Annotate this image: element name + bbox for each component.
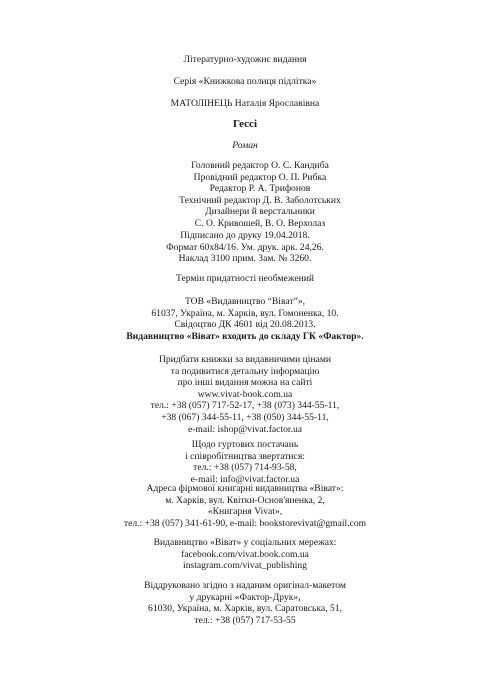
buy-line: про інші видання можна на сайті — [177, 377, 313, 389]
edition-type: Літературно-художнє видання — [183, 54, 307, 65]
editor-line: Технічний редактор Д. В. Заболотських — [179, 194, 341, 206]
editor-line: Редактор Р. А. Трифонов — [209, 183, 311, 195]
bookstore-line: «Книгарня Vivat», — [207, 506, 283, 518]
buy-line: www.vivat-book.com.ua — [197, 388, 293, 400]
editor-line: Дизайнери й верстальники — [205, 206, 315, 218]
buy-line: +38 (067) 344-55-11, +38 (050) 344-55-11, — [161, 411, 329, 423]
book-title: Гессі — [233, 118, 257, 130]
wholesale-line: e-mail: info@vivat.factor.ua — [190, 473, 300, 485]
social-line: facebook.com/vivat.book.com.ua — [181, 548, 309, 560]
editors-block — [160, 160, 360, 230]
series-name: Серія «Книжкова полиця підлітка» — [173, 76, 317, 87]
book-genre: Роман — [232, 140, 258, 151]
printed-line: Віддруковано згідно з наданим оригінал-макетом — [144, 580, 346, 591]
bookstore-line: тел.: +38 (057) 341-61-90, e-mail: bookstorevivat@gmail.com — [123, 517, 367, 529]
validity-note: Термін придатності необмежений — [176, 273, 314, 284]
printed-line: у друкарні «Фактор-Друк», — [189, 591, 301, 603]
social-block — [0, 537, 490, 572]
bookstore-block — [0, 483, 490, 529]
wholesale-block — [0, 439, 490, 485]
social-line: instagram.com/vivat_publishing — [183, 560, 307, 572]
print-info-line: Наклад 3100 прим. Зам. № 3260. — [178, 253, 312, 265]
printed-line: 61030, Україна, м. Харків, вул. Саратовська, 51, — [148, 603, 342, 615]
publisher-line: Свідоцтво ДК 4601 від 20.08.2013. — [174, 319, 316, 331]
buy-line: e-mail: ishop@vivat.factor.ua — [187, 423, 303, 435]
buy-block — [0, 354, 490, 435]
author-name: МАТОЛІНЕЦЬ Наталія Ярославівна — [170, 98, 320, 109]
printed-line: тел.: +38 (057) 717-53-55 — [194, 614, 296, 626]
print-info-line: Підписано до друку 19.04.2018. — [180, 230, 310, 241]
buy-line: Придбати книжки за видавничими цінами — [158, 354, 332, 365]
wholesale-line: і співробітництва звертатися: — [185, 450, 305, 462]
editor-line: Провідний редактор О. П. Рибка — [193, 171, 327, 183]
social-line: Видавництво «Віват» у соціальних мережах: — [153, 537, 337, 548]
printed-block — [0, 580, 490, 626]
publisher-block — [0, 296, 490, 342]
wholesale-line: Щодо гуртових постачань — [191, 439, 299, 450]
publisher-group-line: Видавництво «Віват» входить до складу ГК «Фактор». — [126, 330, 364, 342]
buy-line: тел.: +38 (057) 717-52-17, +38 (073) 344-55-11, — [150, 400, 340, 412]
editor-line: С. О. Кривошей, В. О. Верхолаз — [194, 217, 326, 229]
publisher-line: 61037, Україна, м. Харків, вул. Гомоненка, 10. — [151, 307, 339, 319]
print-info-block — [0, 230, 490, 265]
publisher-line: ТОВ «Видавництво “Віват”», — [184, 296, 306, 307]
editor-line: Головний редактор О. С. Кандиба — [191, 160, 329, 171]
buy-line: та подивитися детальну інформацію — [170, 365, 320, 377]
bookstore-line: м. Харків, вул. Квітки-Основ'яненка, 2, — [165, 494, 325, 506]
print-info-line: Формат 60х84/16. Ум. друк. арк. 24,26. — [166, 241, 324, 253]
bookstore-line: Адреса фірмової книгарні видавництва «Віват»: — [146, 483, 344, 494]
wholesale-line: тел.: +38 (057) 714-93-58, — [193, 462, 297, 474]
